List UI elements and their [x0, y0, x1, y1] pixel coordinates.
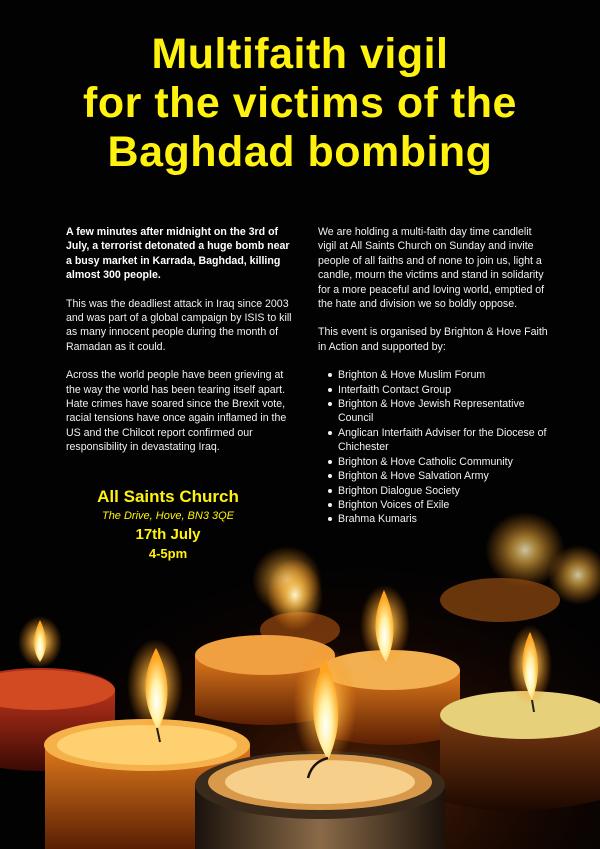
event-venue: All Saints Church: [97, 487, 239, 506]
body-paragraph: Across the world people have been grieving at the way the world has been tearing itself apart. Hate crimes have soared since the Brexit vote, racial tensions have once again inflamed in the US and the Chilcot report confirmed our responsibility in devastating Iraq.: [66, 369, 287, 454]
event-date: 17th July: [135, 526, 201, 543]
supporter-item: Brahma Kumaris: [328, 512, 550, 526]
organiser-paragraph: This event is organised by Brighton & Hove Faith in Action and supported by:: [318, 326, 548, 353]
supporter-item: Brighton Voices of Exile: [328, 498, 550, 512]
title-line: Multifaith vigil: [151, 30, 449, 78]
supporter-item: Brighton & Hove Catholic Community: [328, 455, 550, 469]
event-details: [48, 486, 288, 562]
title-line: Baghdad bombing: [107, 128, 493, 176]
supporters-list: [318, 368, 550, 526]
invitation-paragraph: We are holding a multi-faith day time candlelit vigil at All Saints Church on Sunday and invite people of all faiths and of none to join us, light a candle, mourn the victims and stand in solidarity for a more peaceful and loving world, emptied of the hate and division we so boldly oppose.: [318, 226, 545, 311]
left-column: [66, 225, 298, 469]
poster-title: [0, 30, 600, 177]
lead-paragraph: A few minutes after midnight on the 3rd of July, a terrorist detonated a huge bomb near a busy market in Karrada, Baghdad, killing almost 300 people.: [66, 226, 290, 282]
event-time: 4-5pm: [148, 546, 188, 561]
body-paragraph: This was the deadliest attack in Iraq since 2003 and was part of a global campaign by ISIS to kill as many innocent people during the month of Ramadan as it could.: [66, 297, 292, 353]
supporter-item: Brighton & Hove Jewish Representative Council: [328, 397, 550, 426]
supporter-item: Anglican Interfaith Adviser for the Diocese of Chichester: [328, 426, 550, 455]
supporter-item: Brighton Dialogue Society: [328, 484, 550, 498]
supporter-item: Brighton & Hove Salvation Army: [328, 469, 550, 483]
supporter-item: Interfaith Contact Group: [328, 383, 550, 397]
supporter-item: Brighton & Hove Muslim Forum: [328, 368, 550, 382]
title-line: for the victims of the: [83, 79, 517, 127]
event-address: The Drive, Hove, BN3 3QE: [101, 510, 235, 522]
right-column: [318, 225, 550, 527]
